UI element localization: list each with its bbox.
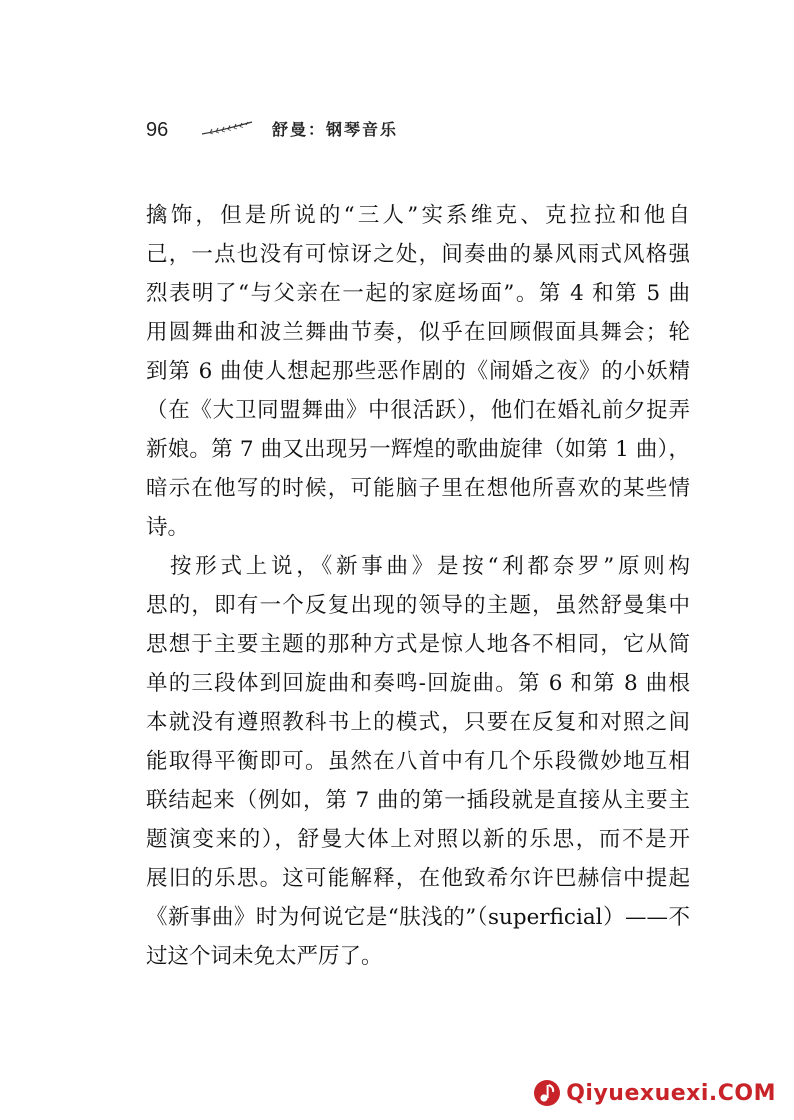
text-line: 《新事曲》时为何说它是“肤浅的”（superficial）——不	[146, 905, 690, 930]
running-title: 舒曼：钢琴音乐	[272, 120, 399, 139]
text-line: 单的三段体到回旋曲和奏鸣-回旋曲。第 6 和第 8 曲根	[146, 671, 690, 696]
text-line: 用圆舞曲和波兰舞曲节奏，似乎在回顾假面具舞会；轮	[146, 320, 690, 345]
page-header	[146, 118, 566, 144]
text-line: 按形式上说，《新事曲》是按“利都奈罗”原则构	[170, 554, 690, 579]
main-text	[146, 196, 690, 976]
text-line: 烈表明了“与父亲在一起的家庭场面”。第 4 和第 5 曲	[146, 281, 690, 306]
text-line: 到第 6 曲使人想起那些恶作剧的《闹婚之夜》的小妖精	[146, 359, 690, 384]
feather-ornament-icon	[200, 120, 254, 136]
text-line: 思的，即有一个反复出现的领导的主题，虽然舒曼集中	[146, 593, 690, 618]
text-line: 题演变来的），舒曼大体上对照以新的乐思，而不是开	[146, 827, 690, 852]
text-line: 己，一点也没有可惊讶之处，间奏曲的暴风雨式风格强	[146, 242, 690, 267]
text-line: 思想于主要主题的那种方式是惊人地各不相同，它从简	[146, 632, 690, 657]
text-line: 诗。	[146, 515, 190, 540]
text-line: 能取得平衡即可。虽然在八首中有几个乐段微妙地互相	[146, 749, 690, 774]
text-line: 新娘。第 7 曲又出现另一辉煌的歌曲旋律（如第 1 曲），	[146, 437, 690, 462]
text-line: 联结起来（例如，第 7 曲的第一插段就是直接从主要主	[146, 788, 690, 813]
text-line: 暗示在他写的时候，可能脑子里在想他所喜欢的某些情	[146, 476, 690, 501]
text-line: （在《大卫同盟舞曲》中很活跃），他们在婚礼前夕捉弄	[146, 398, 690, 423]
page-number: 96	[146, 119, 169, 141]
text-line: 展旧的乐思。这可能解释，在他致希尔许巴赫信中提起	[146, 866, 690, 891]
site-watermark	[532, 1076, 776, 1110]
text-line: 过这个词未免太严厉了。	[146, 944, 383, 969]
text-line: 擒饰，但是所说的“三人”实系维克、克拉拉和他自	[146, 203, 690, 228]
music-note-logo-icon	[532, 1078, 562, 1108]
watermark-text: Qiyuexuexi.COM	[566, 1080, 776, 1106]
text-line: 本就没有遵照教科书上的模式，只要在反复和对照之间	[146, 710, 690, 735]
